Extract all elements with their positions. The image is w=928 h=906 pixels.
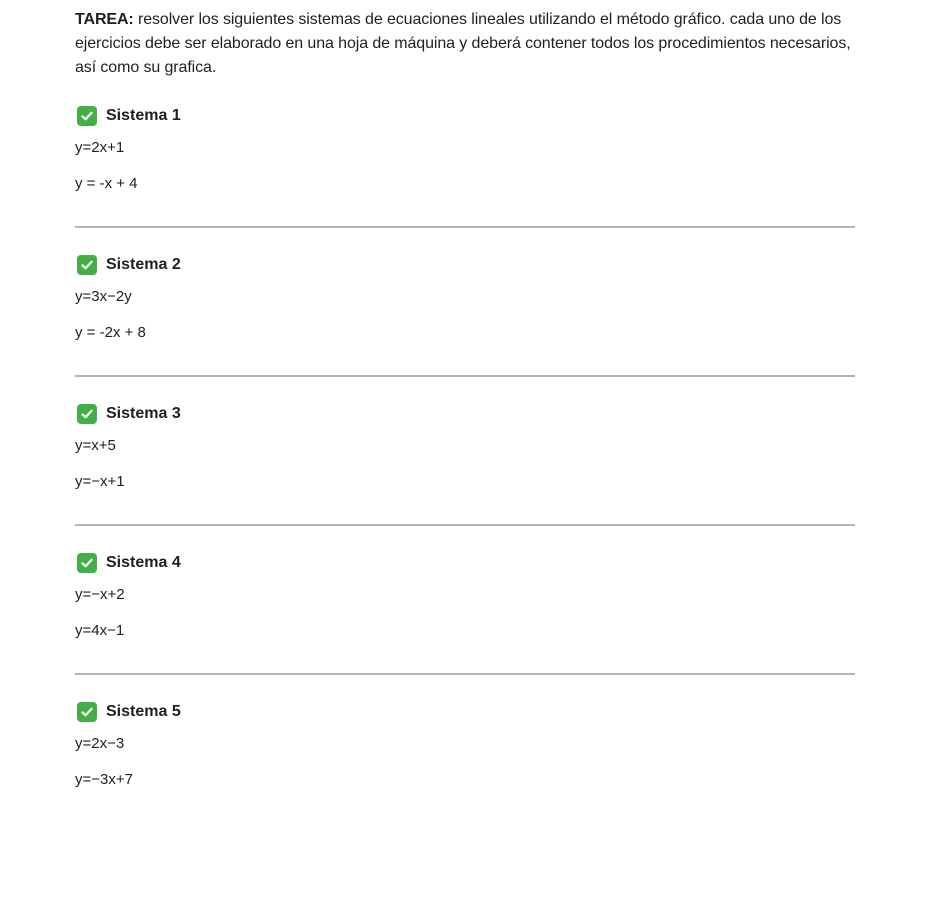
equation-1: y=2x−3 bbox=[75, 735, 125, 752]
system-title: Sistema 3 bbox=[106, 405, 181, 422]
system-3 bbox=[75, 402, 855, 526]
check-icon bbox=[77, 255, 97, 275]
check-icon bbox=[77, 404, 97, 424]
task-label: TAREA: bbox=[75, 11, 134, 28]
system-title: Sistema 2 bbox=[106, 256, 181, 273]
system-heading bbox=[75, 402, 855, 426]
task-text: resolver los siguientes sistemas de ecuaciones lineales utilizando el método gráfico. cada uno de los ejercicios debe ser elaborado en una hoja de máquina y deberá contener todos los procedimientos necesarios, así como su grafica. bbox=[75, 11, 851, 76]
check-icon bbox=[77, 702, 97, 722]
equation-1: y=2x+1 bbox=[75, 139, 125, 156]
equation-2: y=4x−1 bbox=[75, 622, 125, 639]
task-paragraph bbox=[75, 8, 855, 80]
equation-2: y = -2x + 8 bbox=[75, 324, 146, 341]
section-divider bbox=[75, 524, 855, 526]
system-heading bbox=[75, 253, 855, 277]
system-5 bbox=[75, 700, 855, 790]
system-title: Sistema 4 bbox=[106, 554, 181, 571]
equation-2: y=−x+1 bbox=[75, 473, 125, 490]
system-title: Sistema 5 bbox=[106, 703, 181, 720]
section-divider bbox=[75, 226, 855, 228]
system-heading bbox=[75, 104, 855, 128]
equation-2: y=−3x+7 bbox=[75, 771, 133, 788]
section-divider bbox=[75, 673, 855, 675]
system-4 bbox=[75, 551, 855, 675]
equation-1: y=−x+2 bbox=[75, 586, 125, 603]
equation-1: y=3x−2y bbox=[75, 288, 132, 305]
equation-2: y = -x + 4 bbox=[75, 175, 138, 192]
system-2 bbox=[75, 253, 855, 377]
system-heading bbox=[75, 700, 855, 724]
equation-1: y=x+5 bbox=[75, 437, 116, 454]
document bbox=[75, 0, 855, 790]
system-1 bbox=[75, 104, 855, 228]
check-icon bbox=[77, 106, 97, 126]
system-title: Sistema 1 bbox=[106, 107, 181, 124]
section-divider bbox=[75, 375, 855, 377]
check-icon bbox=[77, 553, 97, 573]
system-heading bbox=[75, 551, 855, 575]
